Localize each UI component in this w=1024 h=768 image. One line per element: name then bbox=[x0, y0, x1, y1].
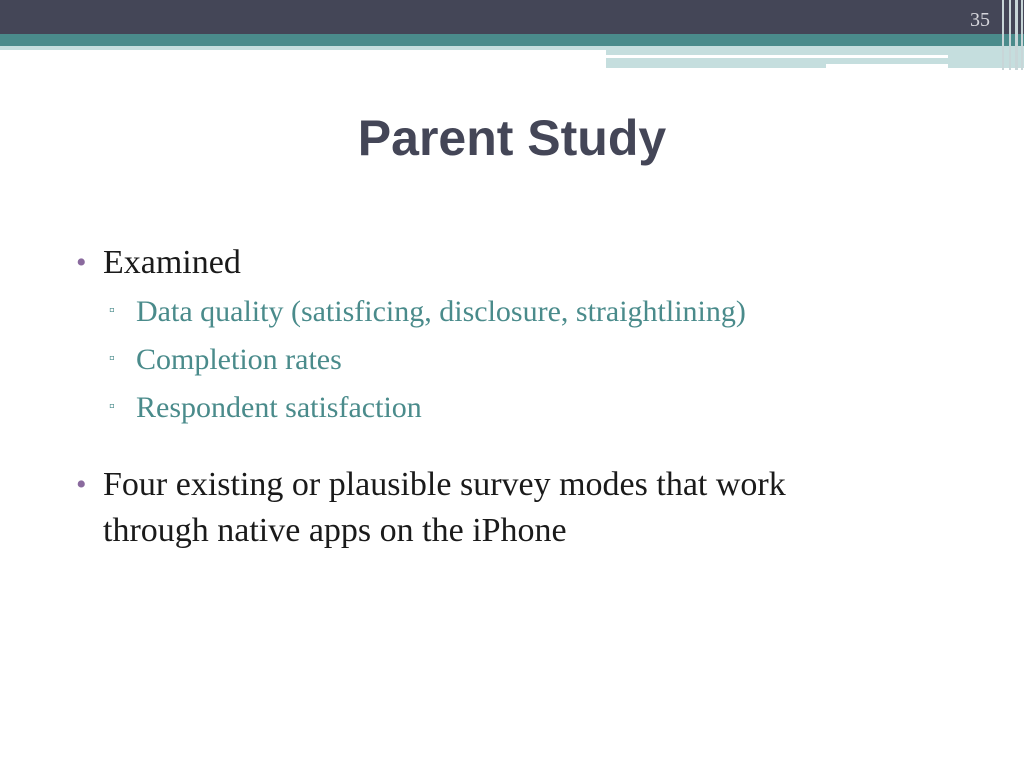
decorative-vertical-line bbox=[1009, 0, 1011, 70]
decorative-line bbox=[826, 64, 948, 68]
sub-bullet-icon: ▫ bbox=[109, 350, 115, 367]
bullet-item bbox=[74, 240, 954, 286]
spacer bbox=[74, 432, 954, 462]
sub-bullet-item bbox=[74, 384, 954, 432]
sub-bullet-text: Respondent satisfaction bbox=[136, 391, 422, 424]
decorative-vertical-line bbox=[1021, 0, 1023, 70]
sub-bullet-item bbox=[74, 336, 954, 384]
sub-bullet-text: Completion rates bbox=[136, 343, 342, 376]
bullet-item bbox=[74, 462, 954, 554]
slide-content bbox=[74, 240, 954, 554]
bullet-text-line: Four existing or plausible survey modes that work bbox=[103, 466, 786, 503]
slide-title: Parent Study bbox=[357, 110, 667, 166]
sub-bullet-item bbox=[74, 288, 954, 336]
bullet-text: Examined bbox=[103, 244, 241, 281]
sub-bullet-text: Data quality (satisficing, disclosure, straightlining) bbox=[136, 295, 746, 328]
decorative-vertical-line bbox=[1015, 0, 1018, 70]
sub-bullet-list bbox=[74, 288, 954, 432]
decorative-line bbox=[606, 55, 948, 58]
teal-accent-band bbox=[0, 34, 1024, 46]
decorative-vertical-line bbox=[1002, 0, 1004, 70]
bullet-text-line: through native apps on the iPhone bbox=[103, 512, 567, 549]
sub-bullet-icon: ▫ bbox=[109, 398, 115, 415]
header-band bbox=[0, 0, 1024, 34]
bullet-icon: • bbox=[76, 468, 87, 501]
bullet-icon: • bbox=[76, 246, 87, 279]
slide-number: 35 bbox=[970, 9, 990, 31]
sub-bullet-icon: ▫ bbox=[109, 302, 115, 319]
light-accent-stripe bbox=[0, 46, 606, 50]
